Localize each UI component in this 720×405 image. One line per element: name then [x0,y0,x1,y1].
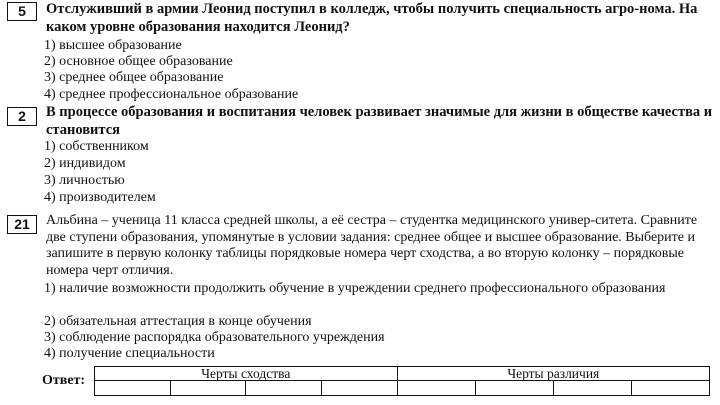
answer-cell[interactable] [246,381,322,396]
task-number: 2 [7,107,37,126]
answer-cell[interactable] [397,381,475,396]
column-header-differences: Черты различия [397,367,709,381]
answer-cell[interactable] [170,381,246,396]
answer-option: 3) соблюдение распорядка образовательного учреждения [44,330,385,345]
question-text: В процессе образования и воспитания человек развивает значимые для жизни в обществе качества и становится [46,104,713,138]
answer-table [94,366,710,396]
answer-option: 4) получение специальности [44,346,215,361]
answer-cell[interactable] [475,381,553,396]
answer-option: 2) основное общее образование [44,54,233,69]
question-text: Альбина – ученица 11 класса средней школы, а её сестра – студентка медицинского универ-ситета. Сравните две ступени образования, упомянутые в условии задания: среднее общее и высшее образование. Выберите и запишите в первую колонку таблицы порядковые номера черт сходства, а во вторую колонку – порядковые номера черт отличия. [46,213,698,278]
answer-label: Ответ: [42,373,86,388]
answer-cell[interactable] [321,381,397,396]
answer-option: 1) высшее образование [44,38,182,53]
answer-cell[interactable] [553,381,631,396]
answer-cell[interactable] [95,381,171,396]
answer-option: 1) собственником [44,139,149,154]
answer-option: 2) индивидом [44,156,126,171]
answer-option: 4) среднее профессиональное образование [44,87,299,102]
answer-option: 1) наличие возможности продолжить обучение в учреждении среднего профессионального образования [44,281,666,296]
answer-option: 4) производителем [44,190,156,205]
column-header-similarities: Черты сходства [95,367,398,381]
question-text: Отслуживший в армии Леонид поступил в колледж, чтобы получить специальность агро-номa. На каком уровне образования находится Леонид? [46,1,698,35]
task-number: 5 [7,2,37,21]
task-number: 21 [7,215,37,234]
answer-option: 3) среднее общее образование [44,70,224,85]
answer-option: 2) обязательная аттестация в конце обучения [44,314,312,329]
answer-cell[interactable] [631,381,709,396]
answer-option: 3) личностью [44,173,125,188]
